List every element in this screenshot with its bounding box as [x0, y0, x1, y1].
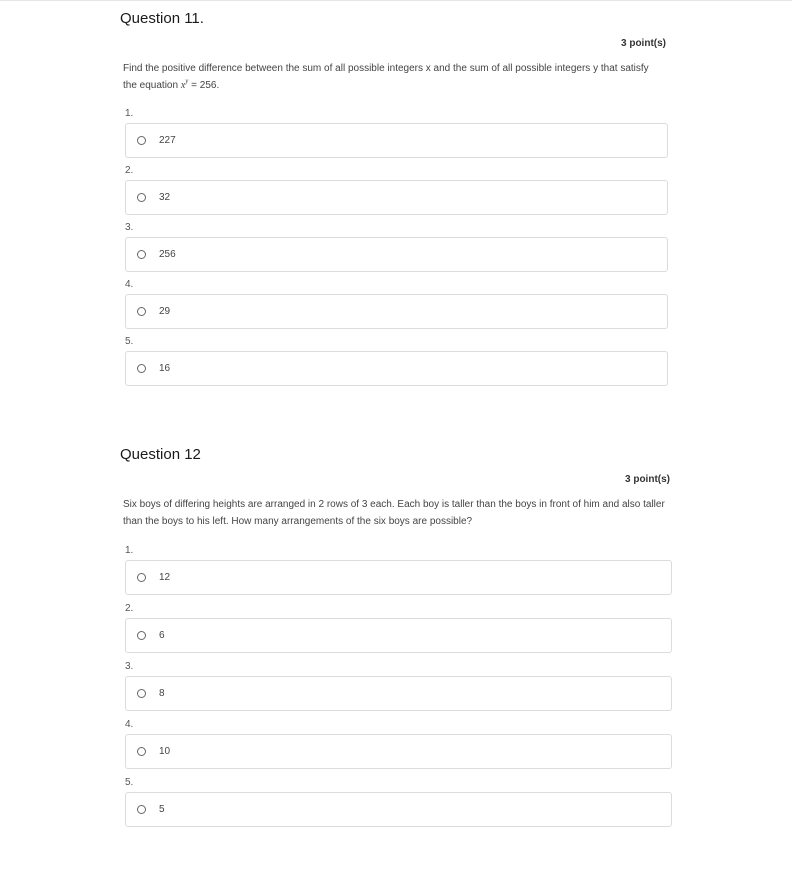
- radio-button[interactable]: [137, 364, 146, 373]
- option-label: 12: [159, 572, 171, 583]
- equation-rest: = 256.: [188, 79, 220, 91]
- equation-base: x: [180, 79, 186, 91]
- radio-button[interactable]: [137, 631, 146, 640]
- radio-button[interactable]: [137, 250, 146, 259]
- top-divider: [0, 0, 792, 1]
- radio-button[interactable]: [137, 136, 146, 145]
- option-label: 227: [159, 135, 176, 146]
- option-number: 4.: [125, 719, 134, 730]
- option-number: 3.: [125, 222, 134, 233]
- radio-button[interactable]: [137, 805, 146, 814]
- radio-button[interactable]: [137, 573, 146, 582]
- answer-option[interactable]: [125, 351, 668, 386]
- equation-exponent: y: [185, 76, 189, 85]
- option-number: 1.: [125, 108, 134, 119]
- question-title: Question 12: [120, 446, 201, 463]
- answer-options: [120, 545, 672, 827]
- answer-option[interactable]: [125, 560, 672, 595]
- question-points: 3 point(s): [625, 474, 670, 485]
- question-11: [120, 10, 668, 393]
- option-number: 3.: [125, 661, 134, 672]
- question-12: [120, 446, 672, 835]
- option-number: 5.: [125, 777, 134, 788]
- option-label: 29: [159, 306, 171, 317]
- option-label: 256: [159, 249, 176, 260]
- option-number: 2.: [125, 165, 134, 176]
- question-text: Six boys of differing heights are arranged in 2 rows of 3 each. Each boy is taller than the boys in front of him and also taller than the boys to his left. How many arrangements of the six boys are possible?: [123, 499, 665, 527]
- answer-option[interactable]: [125, 294, 668, 329]
- option-number: 2.: [125, 603, 134, 614]
- option-label: 32: [159, 192, 171, 203]
- answer-option[interactable]: [125, 180, 668, 215]
- answer-option[interactable]: [125, 618, 672, 653]
- question-points: 3 point(s): [621, 38, 666, 49]
- answer-option[interactable]: [125, 792, 672, 827]
- answer-option[interactable]: [125, 123, 668, 158]
- question-title: Question 11.: [120, 10, 204, 27]
- option-label: 5: [159, 804, 165, 815]
- radio-button[interactable]: [137, 747, 146, 756]
- radio-button[interactable]: [137, 193, 146, 202]
- answer-option[interactable]: [125, 676, 672, 711]
- option-number: 5.: [125, 336, 134, 347]
- radio-button[interactable]: [137, 307, 146, 316]
- question-text: Find the positive difference between the sum of all possible integers x and the sum of all possible integers y that satisfy the equation $x^y = 256$.: [123, 63, 649, 91]
- option-label: 10: [159, 746, 171, 757]
- option-number: 4.: [125, 279, 134, 290]
- radio-button[interactable]: [137, 689, 146, 698]
- answer-options: [120, 108, 668, 386]
- option-label: 6: [159, 630, 165, 641]
- option-number: 1.: [125, 545, 134, 556]
- option-label: 8: [159, 688, 165, 699]
- answer-option[interactable]: [125, 734, 672, 769]
- option-label: 16: [159, 363, 171, 374]
- answer-option[interactable]: [125, 237, 668, 272]
